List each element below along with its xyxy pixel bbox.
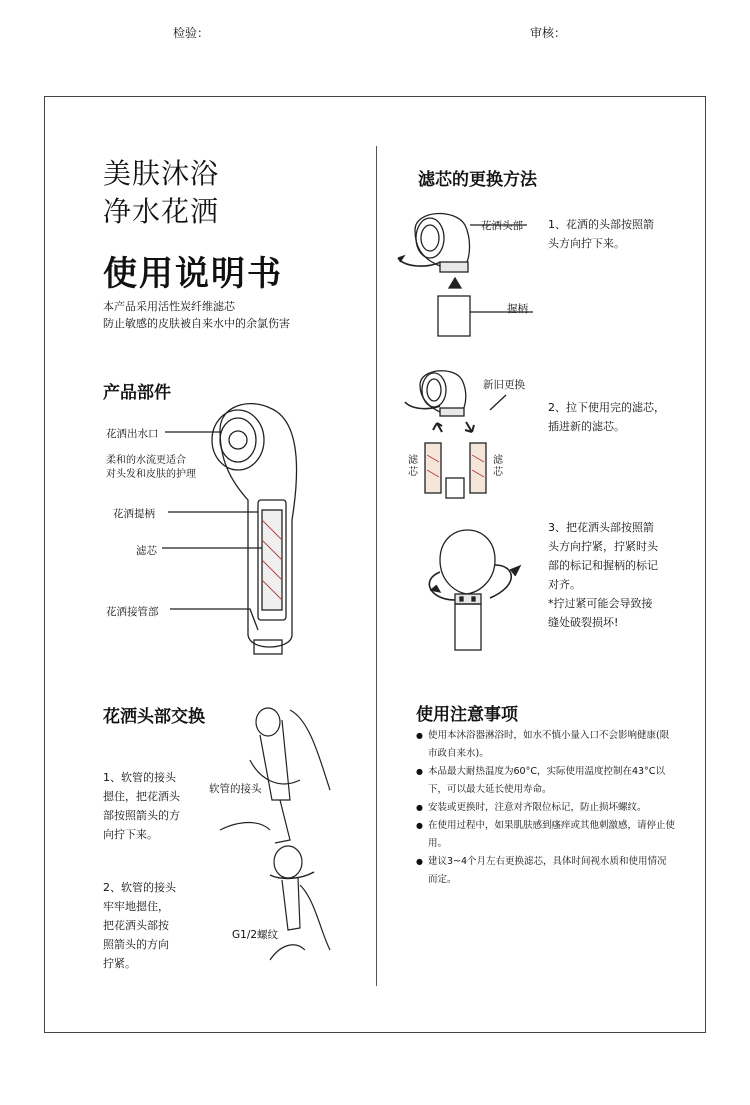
label-filter-new: 滤芯 xyxy=(493,455,503,478)
label-filter-old: 滤芯 xyxy=(408,455,418,478)
note-item: ● 本品最大耐热温度为60°C，实际使用温度控制在43°C以下，可以最大延长使用寿命。 xyxy=(416,763,676,799)
note-item: ● 在使用过程中，如果肌肤感到瘙痒或其他刺激感，请停止使用。 xyxy=(416,817,676,853)
head-swap-step2: 2、软管的接头 牢牢地摁住， 把花洒头部按 照箭头的方向 拧紧。 xyxy=(103,881,176,970)
title-line1: 美肤沐浴 xyxy=(103,157,220,190)
label-handle: 花洒提柄 xyxy=(113,508,155,520)
label-outlet-desc2: 对头发和皮肤的护理 xyxy=(106,469,196,480)
label-grip: 握柄 xyxy=(507,303,528,315)
note-item: ● 建议3~4个月左右更换滤芯，具体时间视水质和使用情况而定。 xyxy=(416,853,676,889)
head-swap-heading: 花洒头部交换 xyxy=(103,707,205,727)
notes-list xyxy=(416,727,676,889)
label-filter: 滤芯 xyxy=(136,545,157,557)
filter-step2: 2、拉下使用完的滤芯， 插进新的滤芯。 xyxy=(548,401,665,433)
manual-title: 使用说明书 xyxy=(103,254,283,294)
label-connector: 花洒接管部 xyxy=(106,606,159,618)
note-item: ● 安装或更换时，注意对齐限位标记，防止损坏螺纹。 xyxy=(416,799,676,817)
filter-replace-heading: 滤芯的更换方法 xyxy=(418,170,537,190)
review-label: 审核： xyxy=(530,26,567,40)
filter-step3: 3、把花洒头部按照箭 头方向拧紧，拧紧时头 部的标记和握柄的标记 对齐。 *拧过紧可能会导致接 缝处破裂损坏! xyxy=(548,521,658,629)
inspection-label: 检验： xyxy=(173,26,210,40)
parts-heading: 产品部件 xyxy=(103,383,171,403)
head-swap-step1: 1、软管的接头 摁住，把花洒头 部按照箭头的方 向拧下来。 xyxy=(103,771,180,841)
label-shower-head: 花洒头部 xyxy=(481,220,523,232)
notes-heading: 使用注意事项 xyxy=(416,705,518,725)
label-outlet-desc1: 柔和的水流更适合 xyxy=(106,455,186,466)
filter-step1: 1、花洒的头部按照箭 头方向拧下来。 xyxy=(548,218,654,250)
label-thread: G1/2螺纹 xyxy=(232,929,279,941)
label-outlet: 花洒出水口 xyxy=(106,428,159,440)
label-hose-joint: 软管的接头 xyxy=(209,783,262,795)
intro-text: 本产品采用活性炭纤维滤芯 防止敏感的皮肤被自来水中的余氯伤害 xyxy=(103,300,290,330)
label-swap: 新旧更换 xyxy=(483,379,525,391)
title-line2: 净水花洒 xyxy=(103,195,220,228)
note-item: ● 使用本沐浴器淋浴时，如水不慎小量入口不会影响健康(限市政自来水)。 xyxy=(416,727,676,763)
